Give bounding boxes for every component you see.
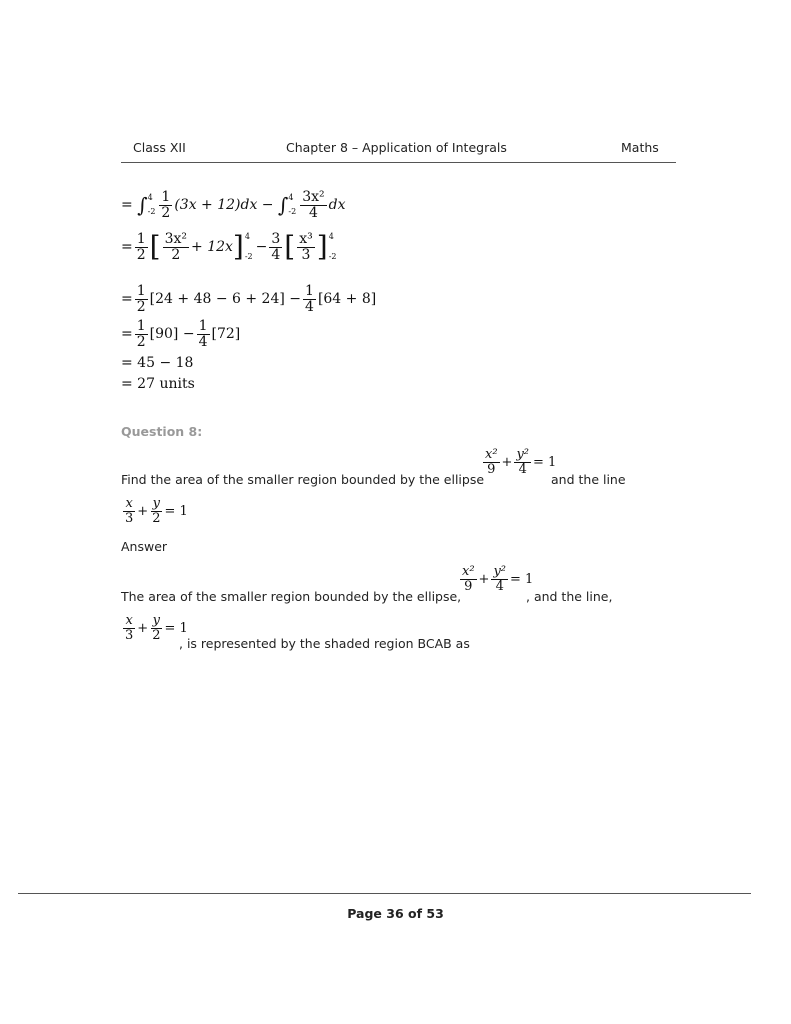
solution-step-3: = $\frac{1}{2}$ [24 + 48 − 6 + 24] − $\frac{1}{4}$ [64 + 8] <box>121 283 377 315</box>
answer-text-before: The area of the smaller region bounded by the ellipse, <box>121 589 462 604</box>
header-chapter-label: Chapter 8 – Application of Integrals <box>286 140 507 155</box>
page-number: Page 36 of 53 <box>347 906 444 921</box>
header-divider <box>121 162 676 163</box>
solution-step-6: = 27 units <box>121 376 195 392</box>
answer-text-end: , is represented by the shaded region BCAB as <box>179 636 470 651</box>
solution-step-1: = ∫ 4 -2 $\frac{1}{2}$ (3x + 12)dx − ∫ 4 -2 $\frac{\text{3x²}}{4}$ dx <box>121 189 346 221</box>
answer-ellipse-equation: $\frac{\text{x²}}{9}$ + $\frac{\text{y²}}{4}$ = 1 <box>462 564 534 594</box>
answer-text-mid: , and the line, <box>526 589 613 604</box>
solution-step-5: = 45 − 18 <box>121 355 194 371</box>
question-line-equation: $\frac{x}{3}$ + $\frac{y}{2}$ = 1 <box>125 496 188 526</box>
answer-label: Answer <box>121 539 168 554</box>
question-heading: Question 8: <box>121 424 203 439</box>
question-ellipse-equation: $\frac{\text{x²}}{9}$ + $\frac{\text{y²}}{4}$ = 1 <box>485 447 557 477</box>
header-subject-label: Maths <box>621 140 659 155</box>
question-text-before: Find the area of the smaller region bounded by the ellipse <box>121 472 485 487</box>
solution-step-2: = $\frac{1}{2}$ [ $\frac{\text{3x²}}{2}$ + 12x ] 4 -2 − $\frac{3}{4}$ [ $\frac{\text{x³}}{3}$ ] 4 -2 <box>121 230 337 264</box>
solution-step-4: = $\frac{1}{2}$ [90] − $\frac{1}{4}$ [72] <box>121 318 241 350</box>
footer-divider <box>18 893 751 894</box>
question-text-after: and the line <box>551 472 626 487</box>
header-class-label: Class XII <box>133 140 186 155</box>
answer-line-equation: $\frac{x}{3}$ + $\frac{y}{2}$ = 1 <box>125 613 188 643</box>
